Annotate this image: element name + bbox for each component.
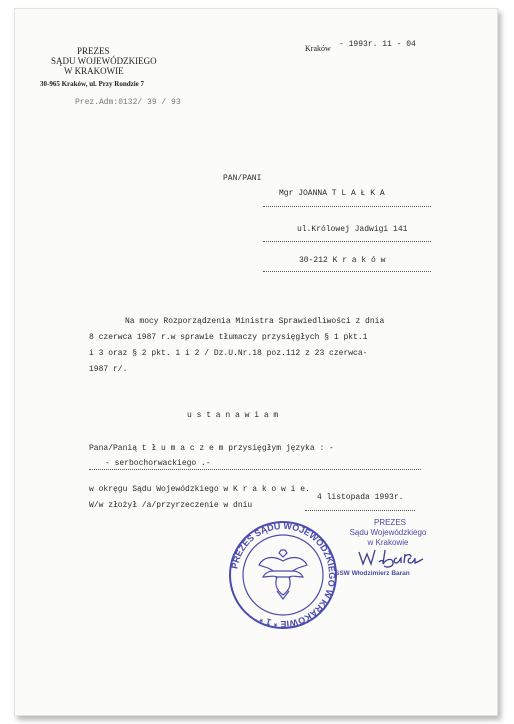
dotted-line [89, 469, 421, 470]
eagle-emblem-icon [259, 550, 307, 599]
seal-text: PREZES SĄDU WOJEWÓDZKIEGO W KRAKOWIE * 1 * [229, 520, 338, 630]
round-seal-icon [227, 519, 339, 631]
body-line-1: Na mocy Rozporządzenia Ministra Sprawiedliwości z dnia [125, 317, 385, 326]
dotted-line [305, 510, 415, 511]
org-address: 30-965 Kraków, ul. Przy Rondzie 7 [40, 80, 145, 88]
recipient-street: ul.Królowej Jadwigi 141 [297, 225, 408, 234]
district-line: w okręgu Sądu Wojewódzkiego w K r a k o w i e. [89, 485, 310, 494]
dotted-line [263, 271, 431, 272]
signature-text [385, 557, 389, 558]
dotted-line [263, 206, 431, 207]
dotted-line [263, 241, 431, 242]
org-line-2: SĄDU WOJEWÓDZKIEGO [51, 56, 157, 66]
signer-name: SSW Włodzimierz Baran [335, 570, 410, 577]
reference-number: Prez.Adm:0132/ 39 / 93 [75, 98, 181, 107]
place: Kraków [305, 44, 331, 53]
recipient-city: 30-212 K r a k ó w [299, 256, 386, 265]
oath-prefix: W/w złożył /a/przyrzeczenie w dniu [89, 501, 253, 510]
rect-stamp-line-1: PREZES [373, 518, 406, 527]
recipient-name: Mgr JOANNA T L A Ł K A [279, 189, 385, 198]
decision-heading: u s t a n a w i a m [187, 411, 279, 420]
body-line-3: i 3 oraz § 2 pkt. 1 i 2 / Dz.U.Nr.18 poz.112 z 23 czerwca- [89, 349, 368, 358]
document-page [14, 8, 498, 716]
body-line-4: 1987 r/. [89, 365, 128, 374]
oath-date: 4 listopada 1993r. [317, 493, 404, 502]
rect-stamp-line-2: Sądu Wojewódzkiego [349, 528, 427, 537]
signature-icon [355, 546, 425, 570]
rect-stamp-line-3: w Krakowie [367, 538, 409, 547]
date: - 1993r. 11 - 04 [339, 40, 416, 49]
org-line-1: PREZES [77, 46, 110, 56]
salutation: PAN/PANI [223, 174, 262, 183]
body-line-2: 8 czerwca 1987 r.w sprawie tłumaczy przysięgłych § 1 pkt.1 [89, 333, 368, 342]
language: - serbochorwackiego .- [105, 459, 211, 468]
appoint-line: Pana/Panią t ł u m a c z e m przysięgłym języka : - [89, 444, 334, 453]
org-line-3: W KRAKOWIE [64, 66, 124, 76]
